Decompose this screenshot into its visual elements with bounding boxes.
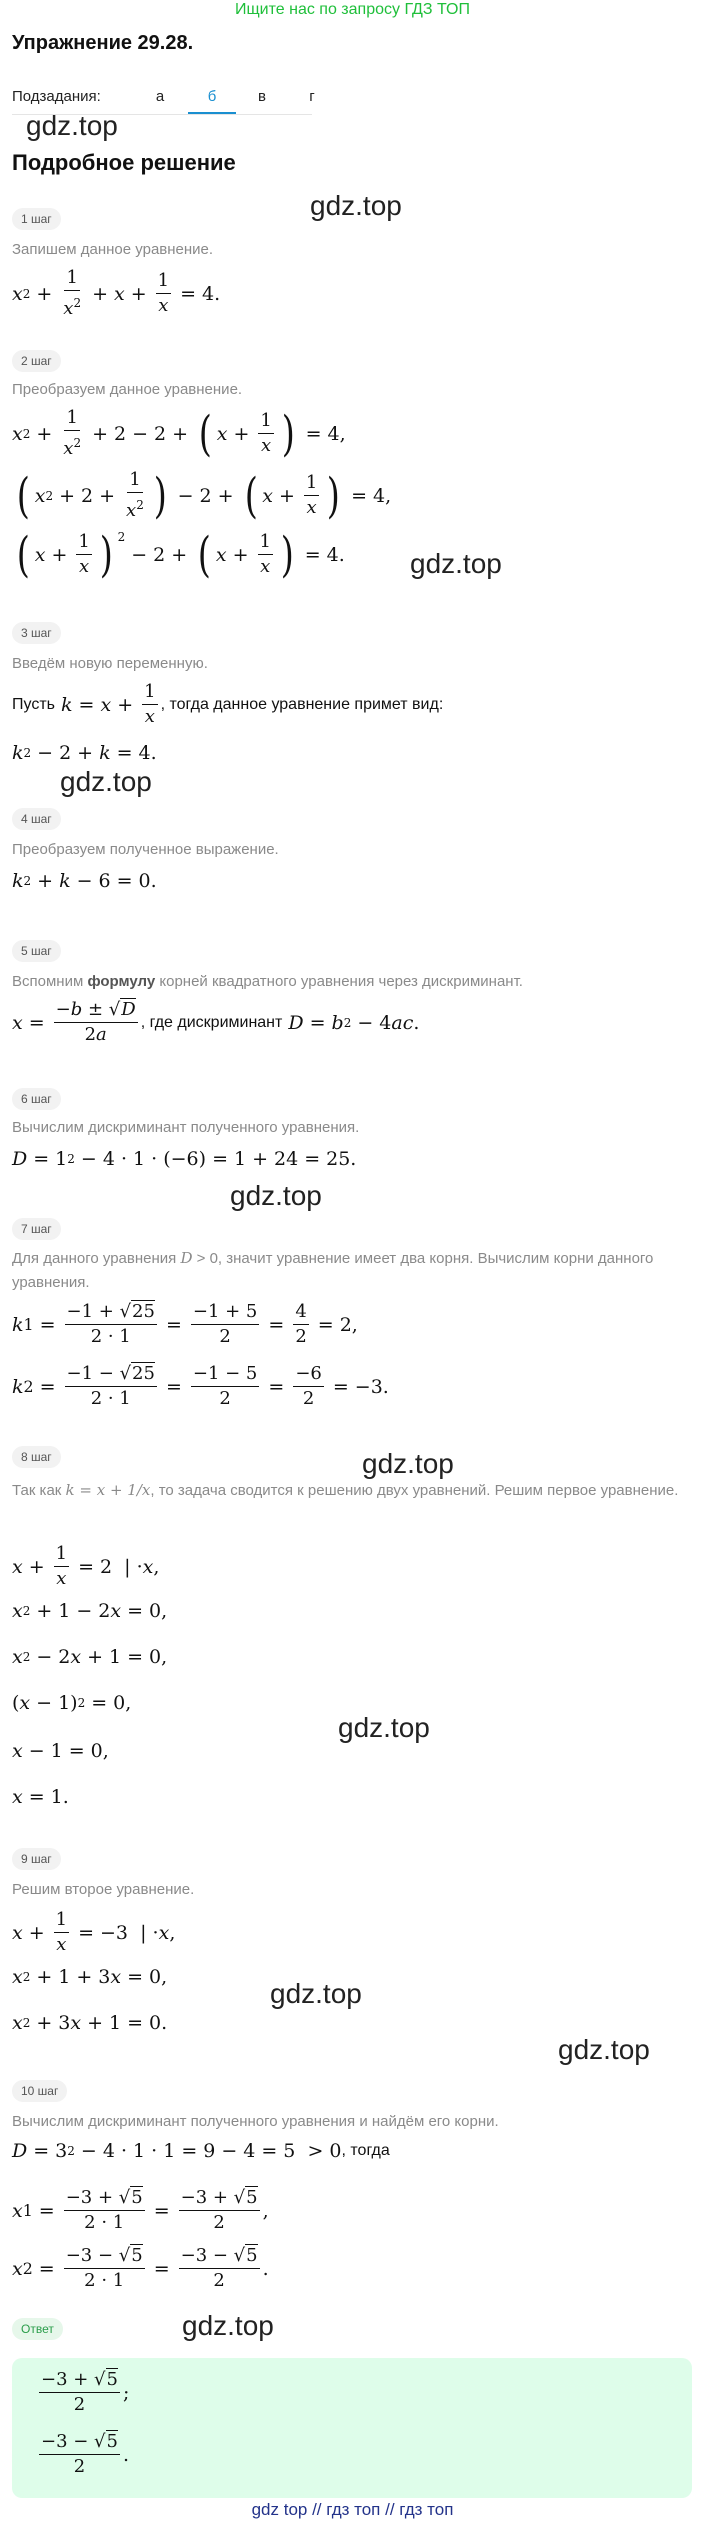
equation: x 2 + $\frac{1}{x^2}$ + x + $\frac{1}{x}$ = 4. — [12, 267, 221, 319]
equation: x − 1 = 0, — [12, 1740, 109, 1762]
quadratic-formula: x = $\frac{-b \pm √D}{2a}$ , где дискриминант D = b 2 − 4 ac . — [12, 999, 420, 1045]
watermark: gdz.top — [558, 2034, 650, 2065]
step-description: Введём новую переменную. — [12, 655, 208, 672]
equation: k 2 − 2 + k = 4. — [12, 742, 157, 764]
equation: x 2 + 1 − 2 x = 0, — [12, 1600, 168, 1622]
step-pill: 3 шаг — [12, 622, 61, 644]
answer-box — [12, 2358, 692, 2498]
equation: x 2 = $\frac{-3 - √5}{2 \cdot 1}$ = $\frac{-3 - √5}{2}$ . — [12, 2245, 269, 2291]
step-description: Вычислим дискриминант полученного уравнения и найдём его корни. — [12, 2113, 499, 2130]
step-description: Преобразуем полученное выражение. — [12, 841, 279, 858]
answer-value: −3 + √5 2 ; — [41, 2369, 130, 2415]
step-description: Преобразуем данное уравнение. — [12, 381, 243, 398]
watermark: gdz.top — [26, 110, 118, 141]
equation: x + $\frac{1}{x}$ = −3 | · x , — [12, 1909, 176, 1955]
step-pill: 4 шаг — [12, 808, 61, 830]
equation: k 2 + k − 6 = 0. — [12, 870, 157, 892]
equation: x 2 + $\frac{1}{x^2}$ + 2 − 2 + ( x + $\frac{1}{x}$ ) = 4, — [12, 405, 346, 462]
watermark: gdz.top — [410, 548, 502, 579]
watermark: gdz.top — [230, 1180, 322, 1211]
watermark: gdz.top — [270, 1978, 362, 2009]
equation: x + $\frac{1}{x}$ = 2 | · x , — [12, 1543, 160, 1589]
equation: ( x − 1) 2 = 0, — [12, 1692, 132, 1714]
step-pill: 2 шаг — [12, 350, 61, 372]
solution-heading: Подробное решение — [12, 150, 236, 175]
watermark: gdz.top — [182, 2310, 274, 2341]
step-pill: 9 шаг — [12, 1848, 61, 1870]
equation: k 2 = $\frac{-1 - √25}{2 \cdot 1}$ = $\frac{-1 - 5}{2}$ = $\frac{-6}{2}$ = −3. — [12, 1363, 389, 1409]
step-pill: 7 шаг — [12, 1218, 61, 1240]
equation: x 2 + 1 + 3 x = 0, — [12, 1966, 168, 1988]
tab-v[interactable]: в — [258, 88, 266, 105]
search-banner: Ищите нас по запросу ГДЗ ТОП — [235, 1, 470, 18]
equation: k 1 = $\frac{-1 + √25}{2 \cdot 1}$ = $\frac{-1 + 5}{2}$ = $\frac{4}{2}$ = 2, — [12, 1301, 358, 1347]
tab-g[interactable]: г — [309, 88, 315, 105]
exercise-title: Упражнение 29.28. — [12, 32, 194, 54]
step-pill: 5 шаг — [12, 940, 61, 962]
step-pill: 8 шаг — [12, 1446, 61, 1468]
equation: ( x 2 + 2 + $\frac{1}{x^2}$ ) − 2 + ( x + $\frac{1}{x}$ ) = 4, — [16, 467, 392, 524]
footer-links[interactable]: gdz top // гдз топ // гдз топ — [251, 2500, 454, 2519]
equation: x 2 + 3 x + 1 = 0. — [12, 2012, 168, 2034]
step-description: Решим второе уравнение. — [12, 1881, 195, 1898]
step-description: Для данного уравнения D > 0, значит уравнение имеет два корня. Вычислим корни данного уравнения. — [12, 1249, 654, 1291]
equation: x 1 = $\frac{-3 + √5}{2 \cdot 1}$ = $\frac{-3 + √5}{2}$ , — [12, 2187, 269, 2233]
watermark: gdz.top — [362, 1448, 454, 1479]
step-description: Так как k = x + 1/x, то задача сводится к решению двух уравнений. Решим первое уравнение. — [12, 1481, 679, 1499]
equation: D = 1 2 − 4 · 1 · (−6) = 1 + 24 = 25. — [12, 1148, 357, 1170]
step-description: Вычислим дискриминант полученного уравнения. — [12, 1119, 360, 1136]
answer-value: −3 − √5 2 . — [41, 2431, 130, 2477]
watermark: gdz.top — [338, 1712, 430, 1743]
step-pill: 1 шаг — [12, 208, 61, 230]
equation: x = 1. — [12, 1786, 69, 1808]
variable-substitution: Пусть k = x + $\frac{1}{x}$ , тогда данное уравнение примет вид: — [12, 681, 444, 727]
tab-b[interactable]: б — [207, 88, 217, 105]
step-description: Запишем данное уравнение. — [12, 241, 214, 258]
step-pill: 6 шаг — [12, 1088, 61, 1110]
equation: ( x + $\frac{1}{x}$ ) $^2$ − 2 + ( x + $\frac{1}{x}$ ) = 4. — [16, 526, 345, 583]
equation: D = 3 2 − 4 · 1 · 1 = 9 − 4 = 5 > 0 , тогда — [12, 2140, 390, 2162]
watermark: gdz.top — [60, 766, 152, 797]
watermark: gdz.top — [310, 190, 402, 221]
answer-pill: Ответ — [12, 2318, 63, 2340]
tab-a[interactable]: а — [155, 88, 165, 105]
step-description: Вспомним формулу корней квадратного уравнения через дискриминант. — [12, 973, 523, 990]
step-pill: 10 шаг — [12, 2080, 67, 2102]
equation: x 2 − 2 x + 1 = 0, — [12, 1646, 168, 1668]
subtask-label: Подзадания: — [12, 88, 101, 105]
